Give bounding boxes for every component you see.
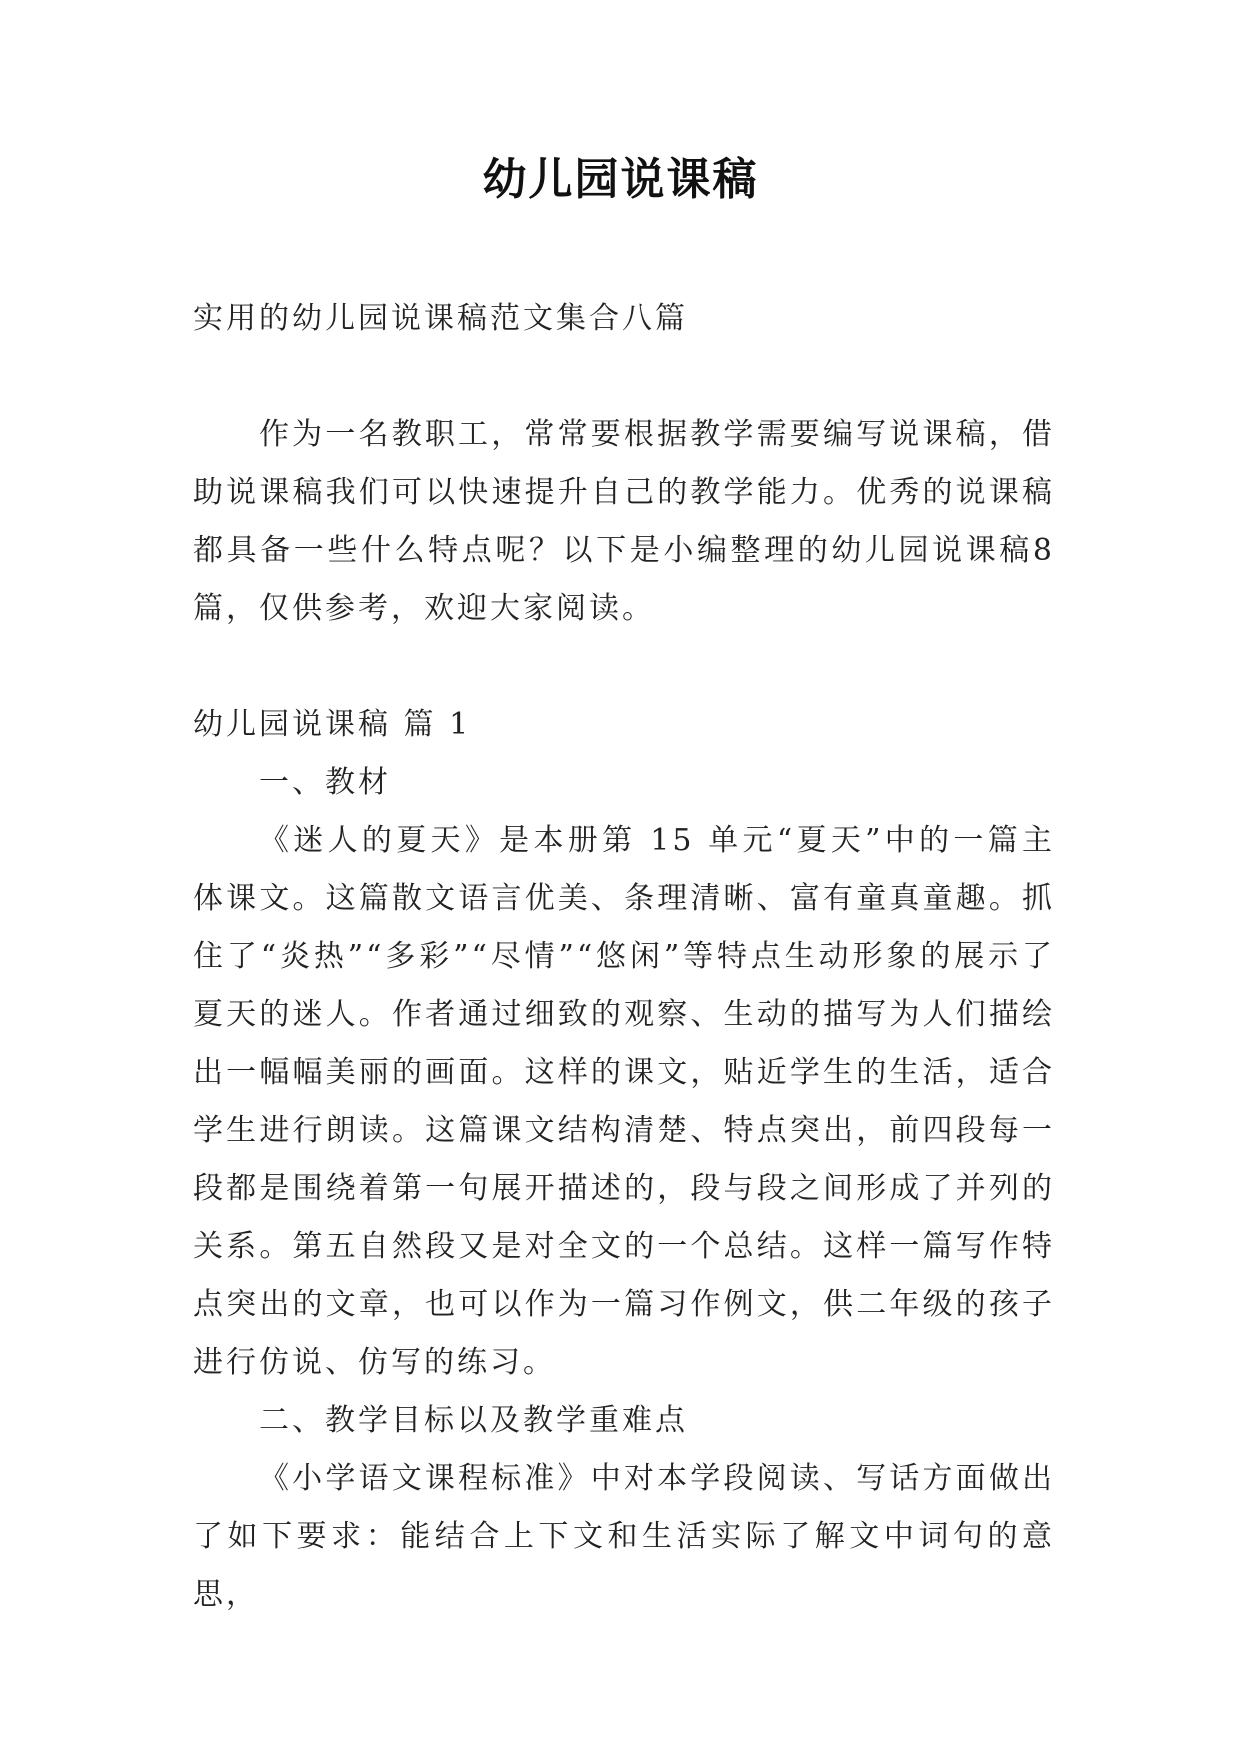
objectives-paragraph: 《小学语文课程标准》中对本学段阅读、写话方面做出了如下要求：能结合上下文和生活实际了解文中词句的意思，	[193, 1461, 1055, 1612]
document-subtitle: 实用的幼儿园说课稿范文集合八篇	[193, 301, 688, 336]
intro-paragraph: 作为一名教职工，常常要根据教学需要编写说课稿，借助说课稿我们可以快速提升自己的教学能力。优秀的说课稿都具备一些什么特点呢？以下是小编整理的幼儿园说课稿8篇，仅供参考，欢迎大家阅读。	[193, 417, 1055, 626]
section-heading: 幼儿园说课稿 篇 1	[193, 707, 472, 742]
document-body	[193, 290, 1055, 1624]
materials-paragraph: 《迷人的夏天》是本册第 15 单元“夏天”中的一篇主体课文。这篇散文语言优美、条理清晰、富有童真童趣。抓住了“炎热”“多彩”“尽情”“悠闲”等特点生动形象的展示了夏天的迷人。作者通过细致的观察、生动的描写为人们描绘出一幅幅美丽的画面。这样的课文，贴近学生的生活，适合学生进行朗读。这篇课文结构清楚、特点突出，前四段每一段都是围绕着第一句展开描述的，段与段之间形成了并列的关系。第五自然段又是对全文的一个总结。这样一篇写作特点突出的文章，也可以作为一篇习作例文，供二年级的孩子进行仿说、仿写的练习。	[193, 823, 1055, 1380]
part-heading-materials: 一、教材	[259, 765, 391, 800]
part-heading-objectives: 二、教学目标以及教学重难点	[259, 1403, 688, 1438]
document-title: 幼儿园说课稿	[482, 154, 759, 205]
